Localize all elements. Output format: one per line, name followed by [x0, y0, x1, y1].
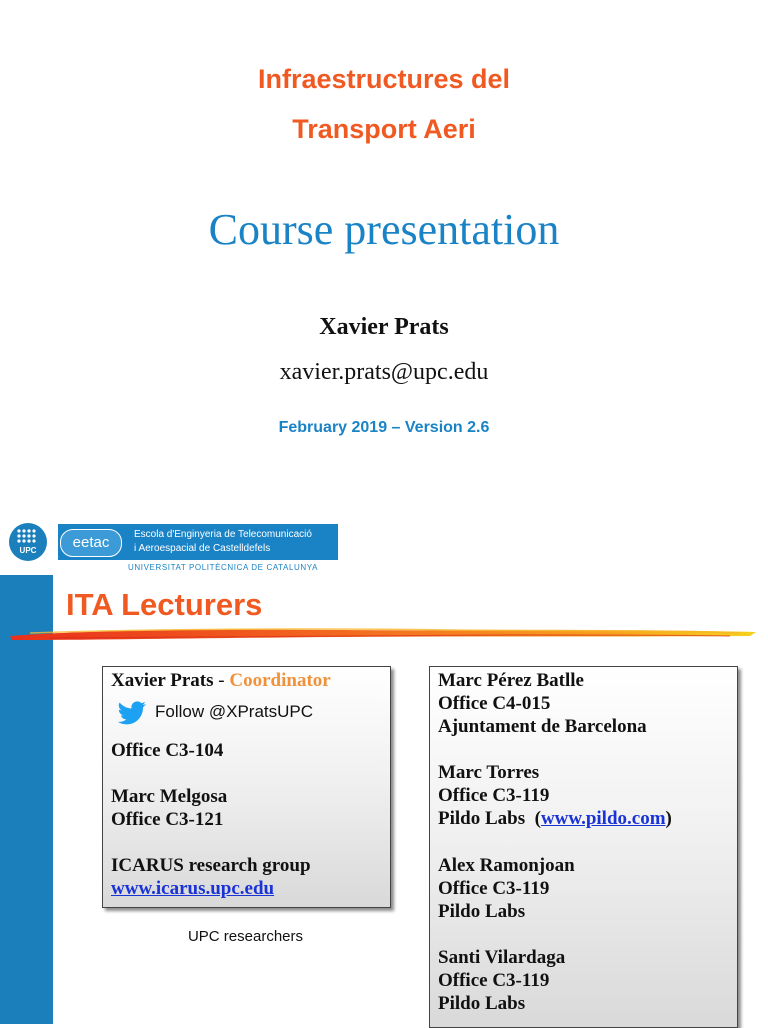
- lecturer-4-org-row: [438, 807, 672, 830]
- paren-open: (: [534, 808, 541, 829]
- presentation-title: Course presentation: [208, 205, 560, 254]
- external-lecturers-box: [429, 666, 738, 1028]
- coordinator-name: Xavier Prats: [111, 670, 214, 691]
- twitter-bird-icon: [117, 701, 147, 725]
- university-name: UNIVERSITAT POLITÈCNICA DE CATALUNYA: [128, 563, 319, 572]
- lecturer-5-name: Alex Ramonjoan: [438, 855, 575, 876]
- office-1: Office C3-104: [111, 740, 224, 761]
- eetac-logo: eetac: [60, 529, 122, 557]
- course-title-line1: Infraestructures del: [257, 64, 511, 94]
- lecturers-slide: [0, 508, 768, 1024]
- lecturer-4-name: Marc Torres: [438, 762, 540, 783]
- author-name: Xavier Prats: [319, 314, 449, 340]
- upc-logo-label: UPC: [19, 546, 37, 555]
- coordinator-role: Coordinator: [229, 670, 331, 691]
- twitter-handle: Follow @XPratsUPC: [155, 702, 314, 721]
- office-2: Office C3-121: [111, 809, 224, 830]
- lecturer-6-name: Santi Vilardaga: [438, 947, 566, 968]
- school-name-line2: i Aeroespacial de Castelldefels: [134, 543, 271, 554]
- brush-stroke-divider: [10, 621, 756, 643]
- version-label: February 2019 – Version 2.6: [278, 419, 490, 436]
- lecturer-4-org: Pildo Labs: [438, 808, 526, 829]
- lecturer-3-office: Office C4-015: [438, 693, 551, 714]
- title-slide: [0, 0, 768, 500]
- twitter-follow[interactable]: [117, 699, 313, 725]
- upc-logo: [9, 523, 47, 561]
- lecturer-3-org: Ajuntament de Barcelona: [438, 716, 647, 737]
- slide-title: ITA Lecturers: [66, 587, 263, 622]
- icarus-link[interactable]: www.icarus.upc.edu: [111, 878, 275, 899]
- lecturer-5-office: Office C3-119: [438, 878, 550, 899]
- paren-close: ): [665, 808, 672, 829]
- school-name-line1: Escola d'Enginyeria de Telecomunicació: [134, 529, 312, 540]
- upc-researchers-caption: UPC researchers: [187, 928, 304, 945]
- lecturer-2-name: Marc Melgosa: [111, 786, 228, 807]
- lecturer-5-org: Pildo Labs: [438, 901, 526, 922]
- lecturer-6-org: Pildo Labs: [438, 993, 526, 1014]
- course-title-line2: Transport Aeri: [292, 114, 476, 144]
- pildo-link[interactable]: www.pildo.com: [540, 808, 666, 829]
- coordinator-row: [111, 669, 331, 692]
- lecturer-6-office: Office C3-119: [438, 970, 550, 991]
- research-group: ICARUS research group: [111, 855, 311, 876]
- lecturer-3-name: Marc Pérez Batlle: [438, 670, 584, 691]
- lecturer-4-office: Office C3-119: [438, 785, 550, 806]
- upc-lecturers-box: [102, 666, 391, 908]
- eetac-banner: [58, 524, 338, 560]
- author-email: xavier.prats@upc.edu: [279, 359, 489, 385]
- upc-dots-icon: [16, 528, 40, 544]
- name-separator: -: [213, 670, 230, 691]
